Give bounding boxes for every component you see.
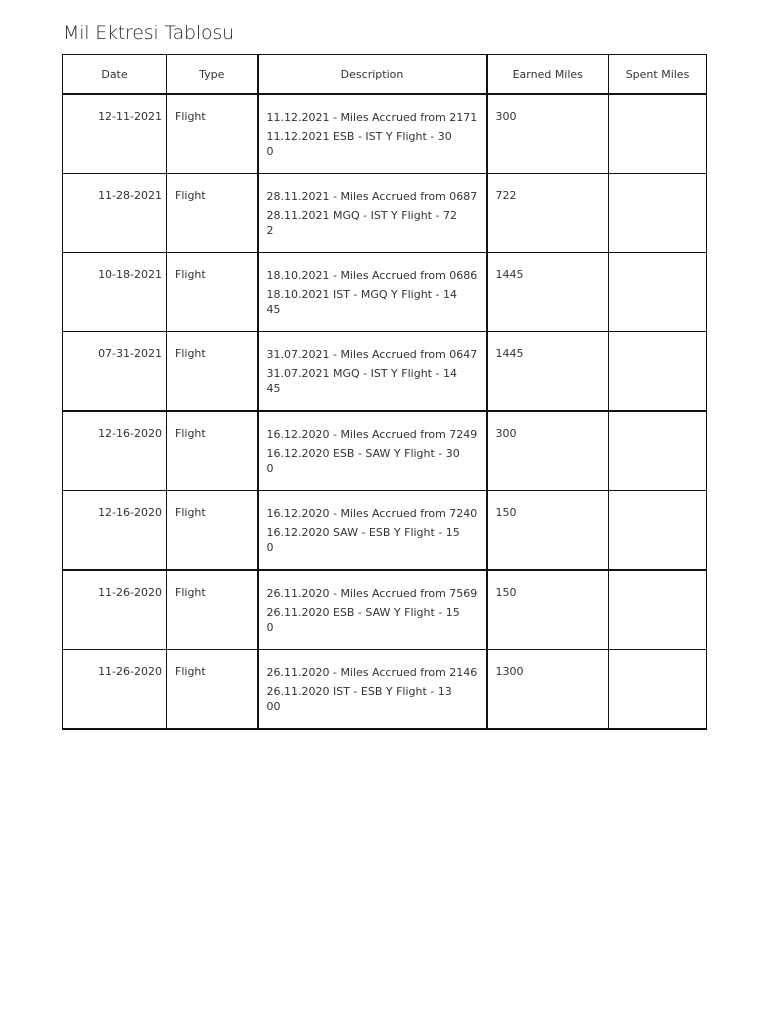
row-earned-miles: 722 bbox=[487, 174, 609, 253]
description-line-2: 26.11.2020 IST - ESB Y Flight - 13 bbox=[266, 685, 452, 698]
row-type: Flight bbox=[167, 332, 258, 412]
row-earned-miles: 1445 bbox=[487, 253, 609, 332]
table-row bbox=[63, 650, 707, 730]
description-line-2: 18.10.2021 IST - MGQ Y Flight - 14 bbox=[266, 288, 457, 301]
column-header-description: Description bbox=[258, 55, 487, 95]
description-line-1: 11.12.2021 - Miles Accrued from 2171 bbox=[266, 111, 478, 124]
table-row bbox=[63, 411, 707, 491]
table-row bbox=[63, 174, 707, 253]
table-header-row bbox=[63, 55, 707, 95]
row-type: Flight bbox=[167, 411, 258, 491]
table-row bbox=[63, 332, 707, 412]
row-spent-miles bbox=[609, 253, 707, 332]
row-description bbox=[258, 174, 487, 253]
description-line-1: 28.11.2021 - Miles Accrued from 0687 bbox=[266, 190, 478, 203]
description-line-3: 0 bbox=[266, 621, 274, 634]
row-description bbox=[258, 650, 487, 730]
description-line-1: 16.12.2020 - Miles Accrued from 7240 bbox=[266, 507, 478, 520]
description-line-2: 11.12.2021 ESB - IST Y Flight - 30 bbox=[266, 130, 452, 143]
description-line-2: 31.07.2021 MGQ - IST Y Flight - 14 bbox=[266, 367, 457, 380]
row-date: 12-16-2020 bbox=[63, 491, 167, 571]
description-line-2: 26.11.2020 ESB - SAW Y Flight - 15 bbox=[266, 606, 460, 619]
row-date: 11-26-2020 bbox=[63, 650, 167, 730]
table-row bbox=[63, 253, 707, 332]
page-title: Mil Ektresi Tablosu bbox=[63, 22, 234, 44]
miles-statement-table bbox=[62, 54, 707, 730]
row-description bbox=[258, 253, 487, 332]
row-earned-miles: 300 bbox=[487, 94, 609, 174]
row-description bbox=[258, 411, 487, 491]
row-date: 11-28-2021 bbox=[63, 174, 167, 253]
description-line-1: 16.12.2020 - Miles Accrued from 7249 bbox=[266, 428, 478, 441]
row-type: Flight bbox=[167, 174, 258, 253]
row-spent-miles bbox=[609, 570, 707, 650]
row-description bbox=[258, 491, 487, 571]
description-line-3: 00 bbox=[266, 700, 281, 713]
row-type: Flight bbox=[167, 491, 258, 571]
row-spent-miles bbox=[609, 94, 707, 174]
description-line-3: 0 bbox=[266, 462, 274, 475]
row-earned-miles: 1445 bbox=[487, 332, 609, 412]
row-type: Flight bbox=[167, 570, 258, 650]
table-row bbox=[63, 570, 707, 650]
row-spent-miles bbox=[609, 411, 707, 491]
row-earned-miles: 300 bbox=[487, 411, 609, 491]
row-earned-miles: 1300 bbox=[487, 650, 609, 730]
row-spent-miles bbox=[609, 650, 707, 730]
column-header-type: Type bbox=[167, 55, 258, 95]
description-line-1: 31.07.2021 - Miles Accrued from 0647 bbox=[266, 348, 478, 361]
row-spent-miles bbox=[609, 174, 707, 253]
row-earned-miles: 150 bbox=[487, 491, 609, 571]
description-line-2: 16.12.2020 SAW - ESB Y Flight - 15 bbox=[266, 526, 460, 539]
row-description bbox=[258, 332, 487, 412]
description-line-1: 26.11.2020 - Miles Accrued from 7569 bbox=[266, 587, 478, 600]
description-line-3: 0 bbox=[266, 541, 274, 554]
row-description bbox=[258, 94, 487, 174]
description-line-2: 28.11.2021 MGQ - IST Y Flight - 72 bbox=[266, 209, 457, 222]
row-type: Flight bbox=[167, 94, 258, 174]
table-row bbox=[63, 491, 707, 571]
description-line-3: 45 bbox=[266, 303, 281, 316]
row-spent-miles bbox=[609, 491, 707, 571]
row-spent-miles bbox=[609, 332, 707, 412]
description-line-1: 18.10.2021 - Miles Accrued from 0686 bbox=[266, 269, 478, 282]
row-type: Flight bbox=[167, 253, 258, 332]
row-earned-miles: 150 bbox=[487, 570, 609, 650]
column-header-date: Date bbox=[63, 55, 167, 95]
row-type: Flight bbox=[167, 650, 258, 730]
row-date: 07-31-2021 bbox=[63, 332, 167, 412]
description-line-3: 0 bbox=[266, 145, 274, 158]
row-date: 12-16-2020 bbox=[63, 411, 167, 491]
row-description bbox=[258, 570, 487, 650]
description-line-3: 45 bbox=[266, 382, 281, 395]
column-header-earned-miles: Earned Miles bbox=[487, 55, 609, 95]
description-line-2: 16.12.2020 ESB - SAW Y Flight - 30 bbox=[266, 447, 460, 460]
table-row bbox=[63, 94, 707, 174]
description-line-1: 26.11.2020 - Miles Accrued from 2146 bbox=[266, 666, 478, 679]
row-date: 12-11-2021 bbox=[63, 94, 167, 174]
description-line-3: 2 bbox=[266, 224, 274, 237]
column-header-spent-miles: Spent Miles bbox=[609, 55, 707, 95]
row-date: 10-18-2021 bbox=[63, 253, 167, 332]
row-date: 11-26-2020 bbox=[63, 570, 167, 650]
